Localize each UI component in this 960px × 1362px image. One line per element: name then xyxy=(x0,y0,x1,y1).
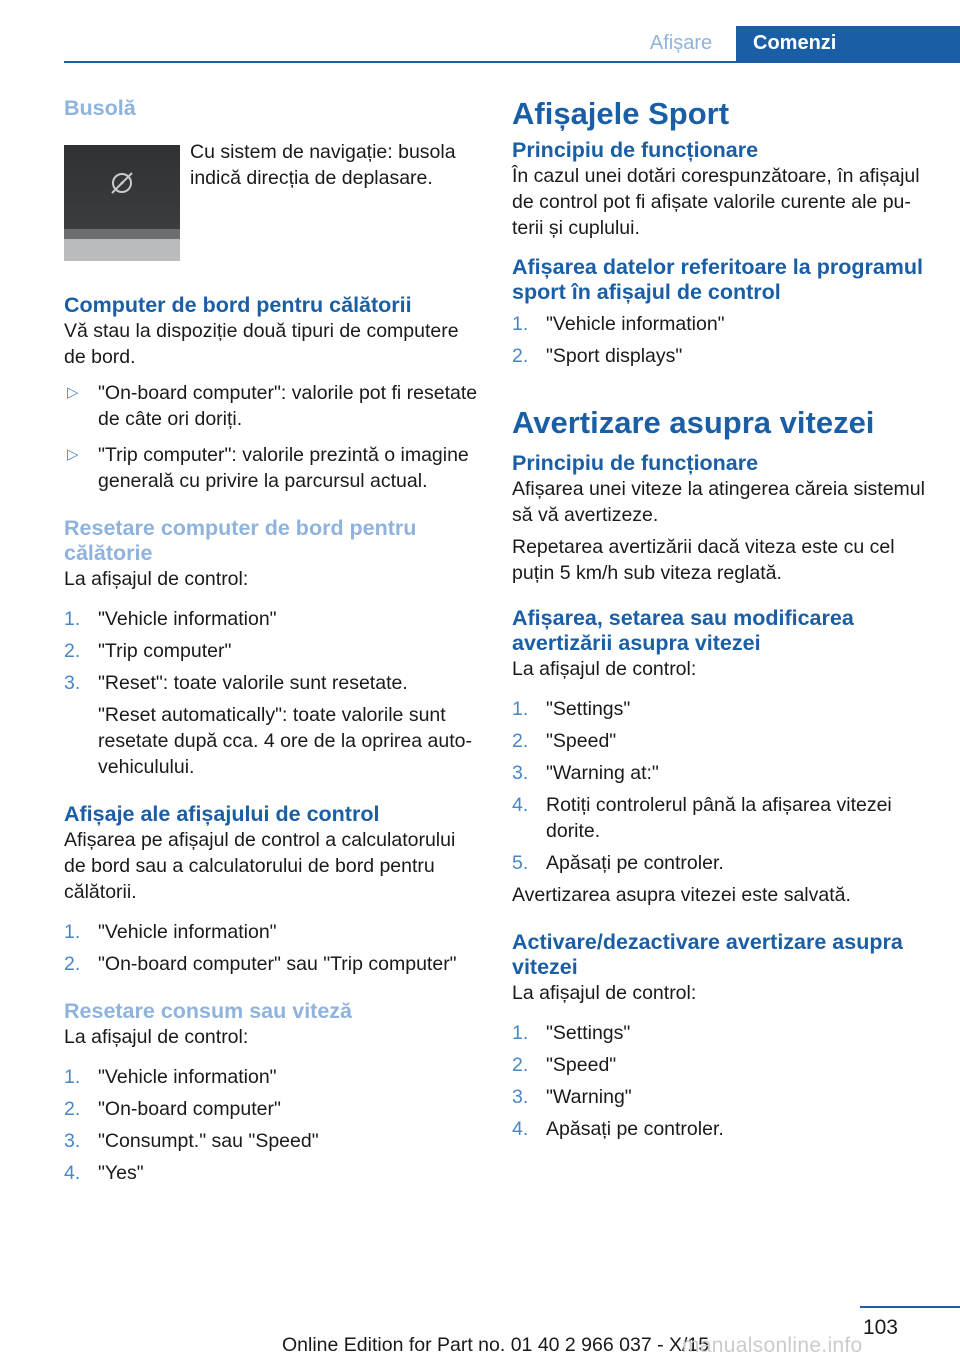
list-item: 2. "Speed" xyxy=(512,1054,617,1076)
list-item: 1. "Settings" xyxy=(512,698,631,720)
sport-show-heading: Afișarea datelor referitoare la programul sport în afișajul de control xyxy=(512,255,924,304)
speed-toggle-heading: Activare/dezactivare avertizare asupra vitezei xyxy=(512,930,903,979)
triangle-bullet-icon: ▷ xyxy=(67,446,79,463)
reset-section xyxy=(64,516,478,780)
sport-principle-heading: Principiu de funcționare xyxy=(512,138,759,162)
reset-steps xyxy=(64,606,478,696)
compass-figure-row xyxy=(64,121,478,261)
speed-warning-title: Avertizare asupra vitezei xyxy=(512,405,875,440)
list-item: 4. "Yes" xyxy=(64,1162,144,1184)
chapter-tab: Comenzi xyxy=(736,26,960,62)
list-item: 1. "Vehicle information" xyxy=(64,608,277,630)
list-item: 2. "On-board computer" xyxy=(64,1098,281,1120)
list-item: 4. Apăsați pe controler. xyxy=(512,1118,724,1140)
list-item: 3. "Warning at:" xyxy=(512,762,659,784)
list-item: 3. "Reset": toate valorile sunt resetate. xyxy=(64,672,408,694)
onboard-heading: Computer de bord pentru călătorii xyxy=(64,293,412,317)
displays-steps xyxy=(64,919,478,977)
list-item: 2. "Sport displays" xyxy=(512,345,683,367)
reset-step-note: "Reset automatically": toate valorile sunt resetate după cca. 4 ore de la oprirea autovehiculului. xyxy=(98,704,472,778)
edition-text: Online Edition for Part no. 01 40 2 966 037 - X/15 xyxy=(282,1334,710,1356)
speed-toggle-intro: La afișajul de control: xyxy=(512,982,697,1004)
displays-intro: Afișarea pe afișajul de control a calculatorului de bord sau a calculatorului de bord pentru călătorii. xyxy=(64,829,456,903)
speed-warning-section xyxy=(512,405,928,1142)
displays-section xyxy=(64,802,478,977)
speed-principle-heading: Principiu de funcționare xyxy=(512,451,759,475)
onboard-bullets xyxy=(64,380,478,494)
watermark: manualsonline.info xyxy=(682,1334,863,1357)
triangle-bullet-icon: ▷ xyxy=(67,384,79,401)
list-item: 5. Apăsați pe controler. xyxy=(512,852,724,874)
list-item: 1. "Vehicle information" xyxy=(64,1066,277,1088)
footer-rule xyxy=(860,1306,960,1308)
list-item: 2. "Trip computer" xyxy=(64,640,232,662)
consumption-intro: La afișajul de control: xyxy=(64,1026,249,1048)
list-item: 2. "On-board computer" sau "Trip computer" xyxy=(64,953,457,975)
reset-intro: La afișajul de control: xyxy=(64,568,249,590)
consumption-section xyxy=(64,999,478,1186)
compass-icon xyxy=(108,169,136,197)
reset-heading: Resetare computer de bord pentru călătorie xyxy=(64,516,417,565)
list-item: 3. "Consumpt." sau "Speed" xyxy=(64,1130,319,1152)
speed-set-steps xyxy=(512,696,928,876)
list-item: 1. "Vehicle information" xyxy=(512,313,725,335)
list-item: 1. "Settings" xyxy=(512,1022,631,1044)
list-item: 4. Rotiți controlerul până la afișarea vitezei dorite. xyxy=(512,794,892,842)
consumption-heading: Resetare consum sau viteză xyxy=(64,999,352,1023)
speed-principle-text-1: Afișarea unei viteze la atingerea căreia sistemul să vă avertizeze. xyxy=(512,478,925,526)
compass-section xyxy=(64,96,478,261)
compass-heading: Busolă xyxy=(64,96,136,120)
speed-set-heading: Afișarea, setarea sau modificarea avertizării asupra vitezei xyxy=(512,606,854,655)
list-item: 1. "Vehicle information" xyxy=(64,921,277,943)
sport-section xyxy=(512,96,928,369)
speed-set-intro: La afișajul de control: xyxy=(512,658,697,680)
compass-text: Cu sistem de navigație: busola indică direcția de deplasare. xyxy=(190,141,456,189)
list-item: 3. "Warning" xyxy=(512,1086,632,1108)
sport-steps xyxy=(512,311,928,369)
list-item: ▷ "Trip computer": valorile prezintă o imagine generală cu privire la parcursul actual. xyxy=(67,444,469,492)
header-rule xyxy=(64,61,960,63)
onboard-section xyxy=(64,293,478,494)
compass-image xyxy=(64,145,180,261)
speed-principle-text-2: Repetarea avertizării dacă viteza este cu cel puțin 5 km/h sub viteza reglată. xyxy=(512,536,895,584)
sport-principle-text: În cazul unei dotări corespunzătoare, în afișajul de control pot fi afișate valorile curente ale puterii și cuplului. xyxy=(512,165,920,239)
page-number: 103 xyxy=(862,1316,898,1339)
section-tab: Afișare xyxy=(649,32,713,54)
right-column xyxy=(512,96,928,1142)
consumption-steps xyxy=(64,1064,478,1186)
list-item: 2. "Speed" xyxy=(512,730,617,752)
speed-toggle-steps xyxy=(512,1020,928,1142)
displays-heading: Afișaje ale afișajului de control xyxy=(64,802,380,826)
onboard-intro: Vă stau la dispoziție două tipuri de computere de bord. xyxy=(64,320,459,368)
sport-title: Afișajele Sport xyxy=(512,96,730,131)
list-item: ▷ "On-board computer": valorile pot fi resetate de câte ori doriți. xyxy=(67,382,478,430)
speed-set-outro: Avertizarea asupra vitezei este salvată. xyxy=(512,884,851,906)
left-column xyxy=(64,96,478,1186)
